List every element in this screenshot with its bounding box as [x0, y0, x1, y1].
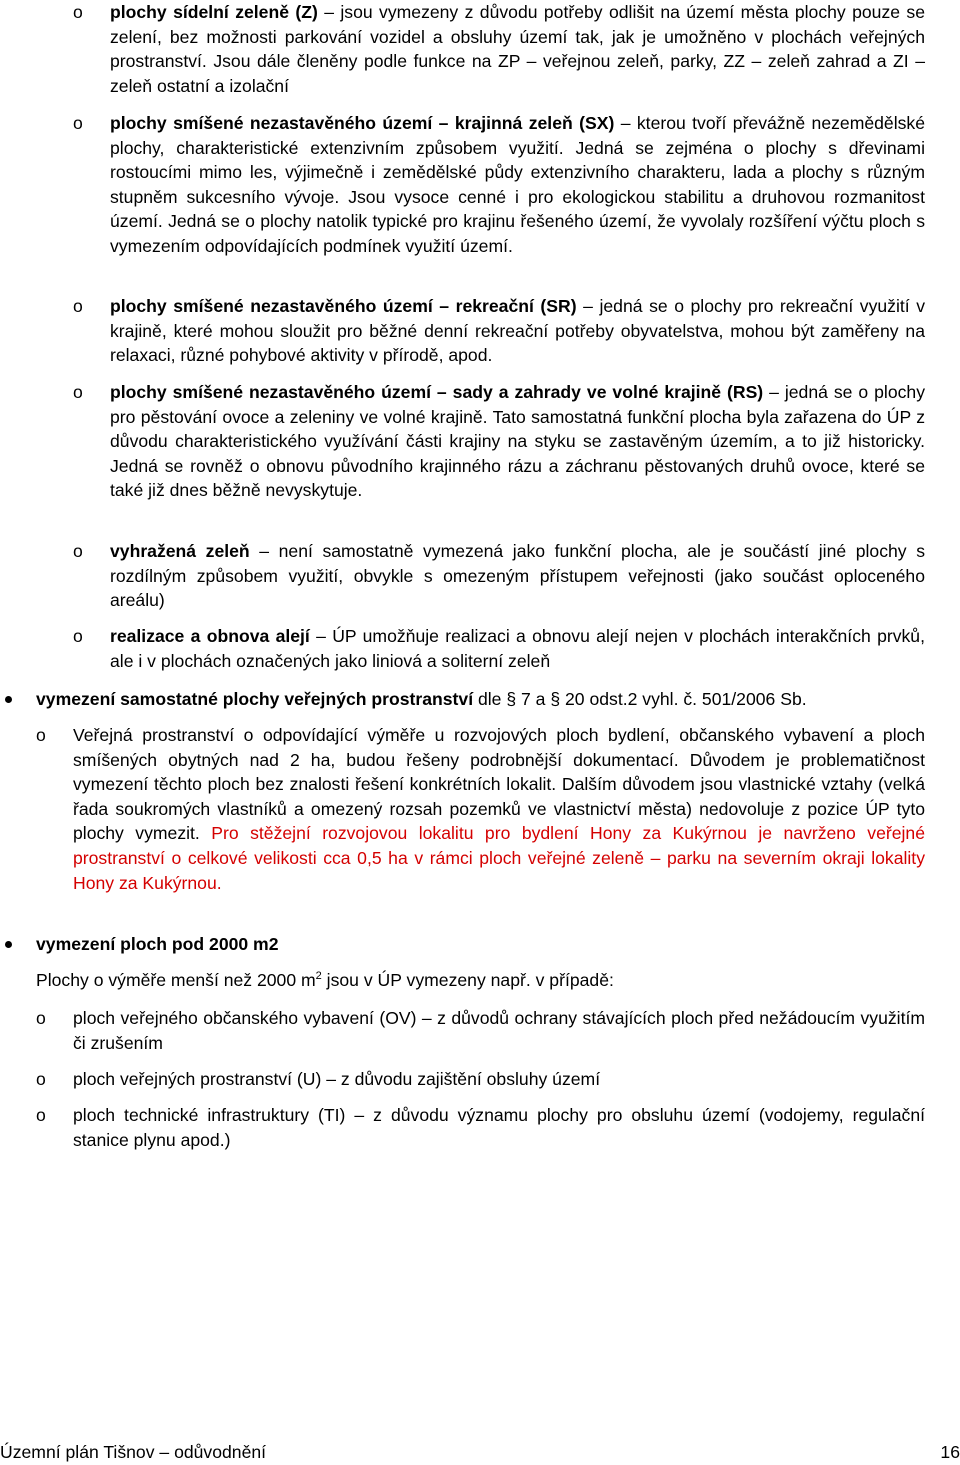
- page-footer: [0, 1440, 960, 1465]
- list-marker: o: [36, 1008, 46, 1028]
- item-title: realizace a obnova alejí: [110, 626, 310, 646]
- list-item-sady-zahrady: [110, 380, 925, 503]
- item-text-highlighted: Pro stěžejní rozvojovou lokalitu pro bydlení Hony za Kukýrnou je navrženo veřejné prostranství o celkové velikosti cca 0,5 ha v rámci ploch veřejné zeleně – parku na severním okraji lokality Hony za Kukýrnou.: [73, 823, 925, 893]
- item-text: – jedná se o plochy pro rekreační využití v krajině, které mohou sloužit pro běžné denní rekreační potřeby obyvatelstva, mohou být zaměřeny na relaxaci, různé pohybové aktivity v přírodě, apod.: [110, 296, 925, 366]
- list-marker: o: [73, 113, 83, 133]
- footer-title: Územní plán Tišnov – odůvodnění: [0, 1442, 267, 1462]
- item-title: plochy sídelní zeleně (Z): [110, 2, 318, 22]
- list-marker: o: [73, 296, 83, 316]
- list-item-ti: ploch technické infrastruktury (TI) – z důvodu významu plochy pro obsluhu území (vodojemy, regulační stanice plynu apod.): [73, 1105, 925, 1150]
- list-item-u: ploch veřejných prostranství (U) – z důvodu zajištění obsluhy území: [73, 1069, 601, 1089]
- list-marker: o: [73, 2, 83, 22]
- item-title: vyhražená zeleň: [110, 541, 250, 561]
- intro-text: Plochy o výměře menší než 2000 m: [36, 970, 316, 990]
- section-intro: [36, 968, 926, 993]
- list-marker: o: [36, 725, 46, 745]
- heading-rest: dle § 7 a § 20 odst.2 vyhl. č. 501/2006 Sb.: [473, 689, 807, 709]
- item-text: – ÚP umožňuje realizaci a obnovu alejí nejen v plochách interakčních prvků, ale i v plochách označených jako liniová a soliterní zeleň: [110, 626, 925, 671]
- intro-text-end: jsou v ÚP vymezeny např. v případě:: [321, 970, 614, 990]
- page-number: 16: [940, 1442, 960, 1462]
- item-title: plochy smíšené nezastavěného území – sady a zahrady ve volné krajině (RS): [110, 382, 764, 402]
- bullet-icon: [5, 696, 12, 703]
- list-item-krajinna-zelen: [110, 111, 925, 259]
- section-heading-public-spaces: [36, 687, 926, 712]
- list-marker: o: [73, 626, 83, 646]
- item-title: plochy smíšené nezastavěného území – krajinná zeleň (SX): [110, 113, 615, 133]
- item-text: – jedná se o plochy pro pěstování ovoce a zeleniny ve volné krajině. Tato samostatná funkční plocha byla zařazena do ÚP z důvodu charakteristického využívání části krajiny na styku se zastavěným územím, a to již historicky. Jedná se rovněž o obnovu původního krajinného rázu a záchranu pěstovaných druhů ovoce, které se také již dnes běžně nevyskytuje.: [110, 382, 925, 501]
- item-title: plochy smíšené nezastavěného území – rekreační (SR): [110, 296, 577, 316]
- list-marker: o: [73, 382, 83, 402]
- heading-bold: vymezení samostatné plochy veřejných prostranství: [36, 689, 474, 709]
- list-item-zelen-sidelni: [110, 0, 925, 98]
- item-text: – jsou vymezeny z důvodu potřeby odlišit na území města plochy pouze se zelení, bez možnosti parkování vozidel a obsluhy území tak, jak je umožněno v plochách veřejných prostranství. Jsou dále členěny podle funkce na ZP – veřejnou zeleň, parky, ZZ – zeleň zahrad a ZI – zeleň ostatní a izolační: [110, 2, 926, 96]
- list-marker: o: [36, 1069, 46, 1089]
- list-marker: o: [36, 1105, 46, 1125]
- bullet-icon: [5, 941, 12, 948]
- list-item-rekreacni: [110, 294, 925, 368]
- superscript: 2: [315, 970, 322, 982]
- list-item-aleje: [110, 624, 925, 673]
- list-item-public-spaces: [73, 723, 925, 895]
- item-text: Veřejná prostranství o odpovídající výměře u rozvojových ploch bydlení, občanského vybavení a ploch smíšených obytných nad 2 ha, budou řešeny podrobnější dokumentací. Důvodem je problematičnost vymezení těchto ploch bez znalosti řešení konkrétních lokalit. Dalším důvodem jsou vlastnické vztahy (velká řada soukromých vlastníků a omezený rozsah pozemků ve vlastnictví města) nedovoluje z pozice ÚP tyto plochy vymezit.: [73, 725, 925, 844]
- list-marker: o: [73, 541, 83, 561]
- item-text: – není samostatně vymezená jako funkční plocha, ale je součástí jiné plochy s rozdílným způsobem využití, obvykle s omezeným přístupem veřejnosti (jako součást oploceného areálu): [110, 541, 925, 611]
- list-item-vyhrazena-zelen: [110, 539, 925, 613]
- list-item-ov: ploch veřejného občanského vybavení (OV) – z důvodů ochrany stávajících ploch před nežádoucím využitím či zrušením: [73, 1008, 925, 1053]
- section-heading-small-plots: vymezení ploch pod 2000 m2: [36, 934, 279, 954]
- item-text: – kterou tvoří převážně nezemědělské plochy, charakteristické extenzivním způsobem využití. Jedná se zejména o plochy s dřevinami rostoucími mimo les, výjimečně i zemědělské půdy extenzivního charakteru, lada a plochy s různým stupněm sukcesního vývoje. Jsou vysoce cenné i pro ekologickou stabilitu a druhovou rozmanitost území. Jedná se o plochy natolik typické pro krajinu řešeného území, že vyvolaly rozšíření výčtu ploch s vymezením odpovídajících podmínek využití území.: [110, 113, 925, 256]
